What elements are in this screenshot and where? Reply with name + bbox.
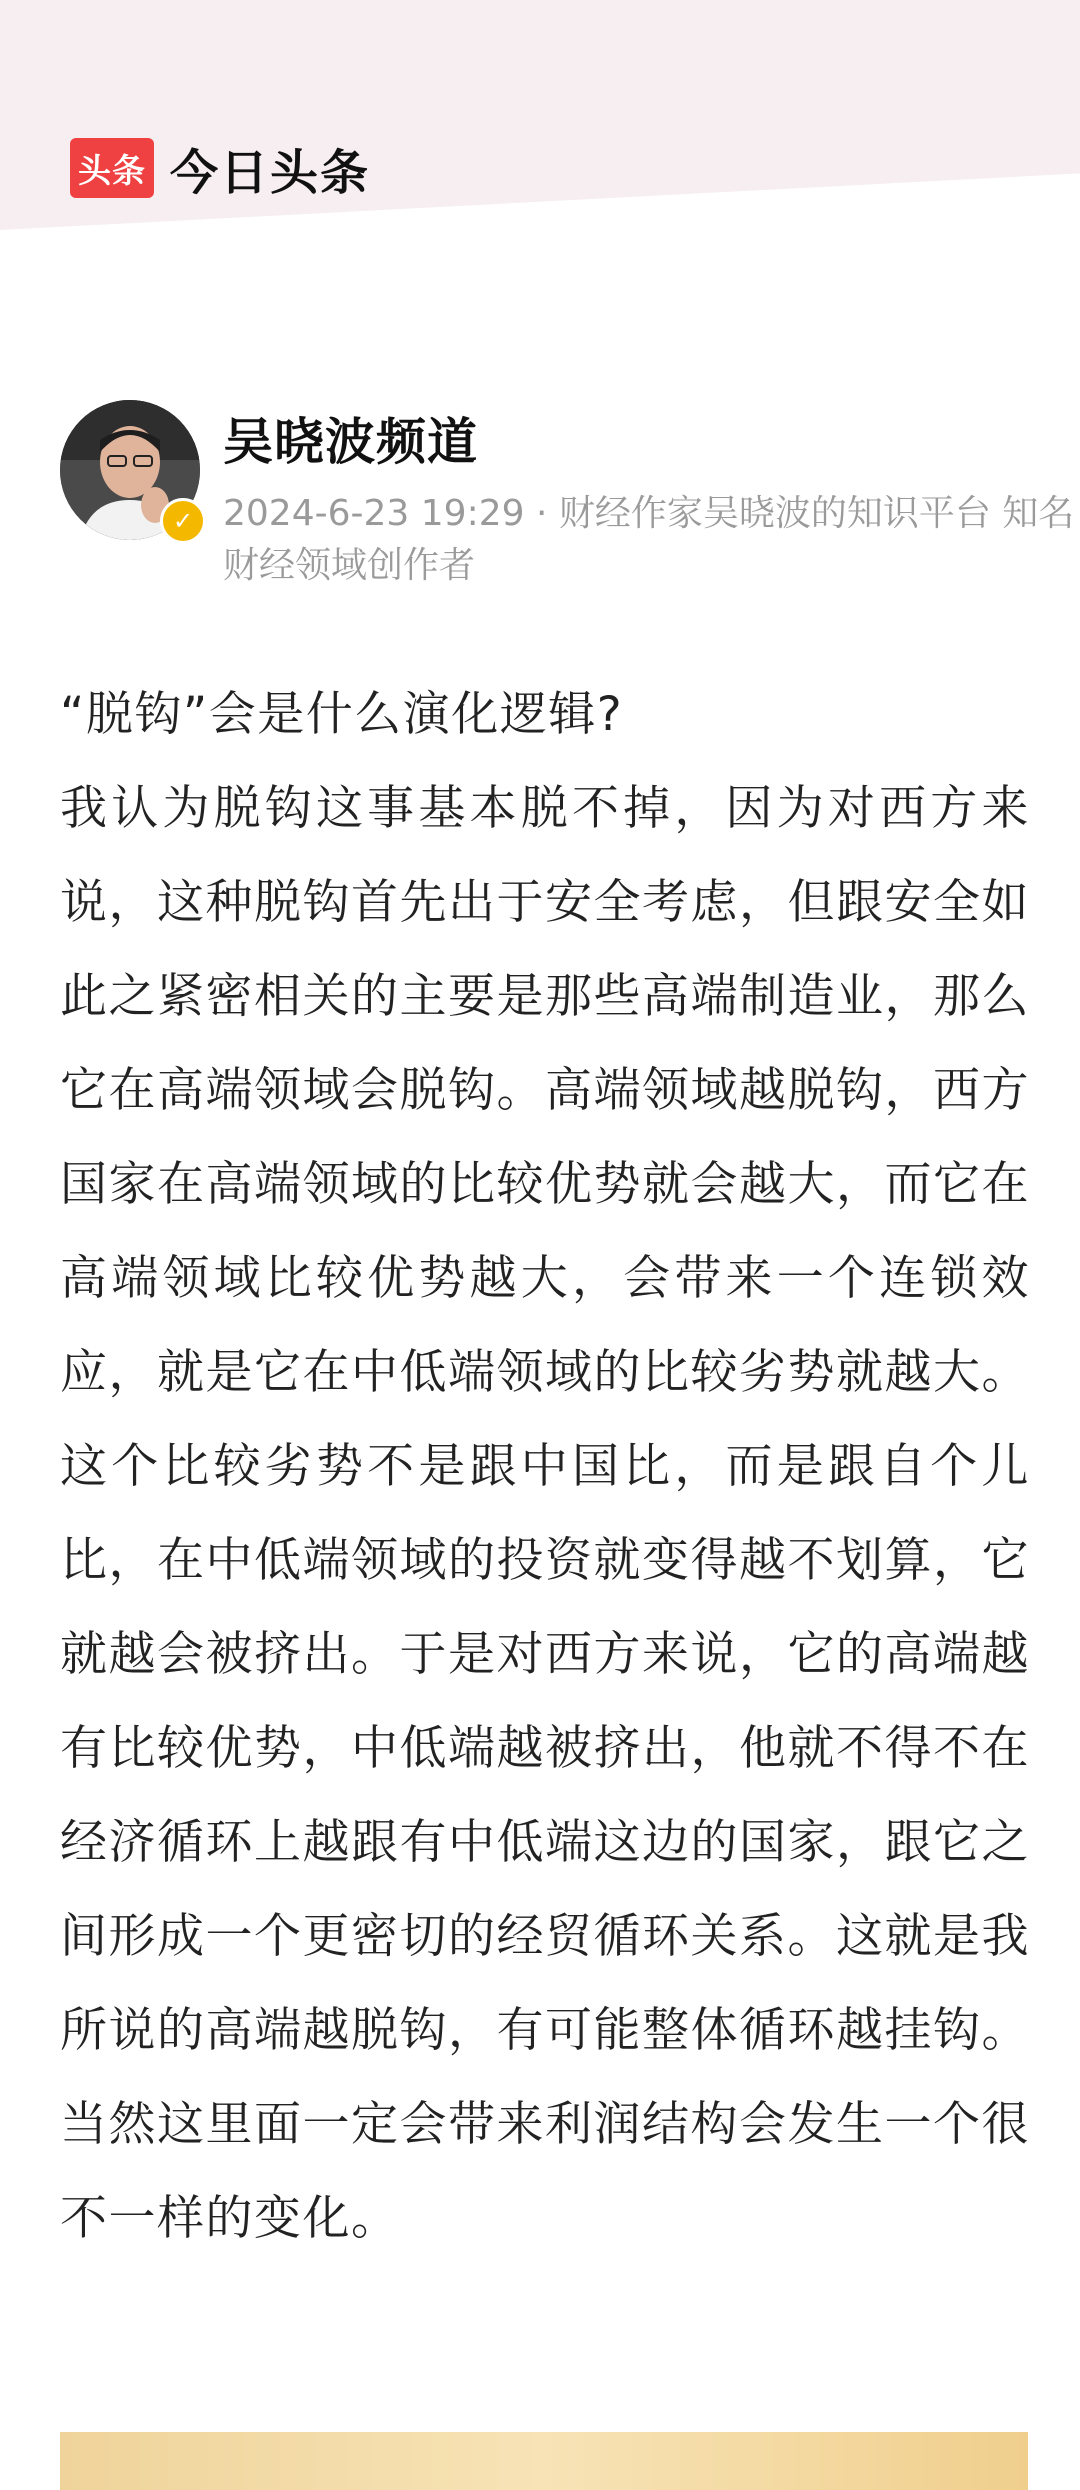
toutiao-logo: 头条 xyxy=(70,138,154,198)
verified-badge-icon: ✓ xyxy=(160,498,206,544)
author-header xyxy=(60,400,1075,600)
author-meta: 2024-6-23 19:29 · 财经作家吴晓波的知识平台 知名财经领域创作者 xyxy=(223,493,1075,586)
article-paragraph: 我认为脱钩这事基本脱不掉，因为对西方来说，这种脱钩首先出于安全考虑，但跟安全如此之紧密相关的主要是那些高端制造业，那么它在高端领域会脱钩。高端领域越脱钩，西方国家在高端领域的比较优势就会越大，而它在高端领域比较优势越大，会带来一个连锁效应，就是它在中低端领域的比较劣势就越大。这个比较劣势不是跟中国比，而是跟自个儿比，在中低端领域的投资就变得越不划算，它就越会被挤出。于是对西方来说，它的高端越有比较优势，中低端越被挤出，他就不得不在经济循环上越跟有中低端这边的国家，跟它之间形成一个更密切的经贸循环关系。这就是我所说的高端越脱钩，有可能整体循环越挂钩。当然这里面一定会带来利润结构会发生一个很不一样的变化。 xyxy=(60,781,1030,2246)
app-brand[interactable] xyxy=(70,128,370,208)
app-name: 今日头条 xyxy=(170,144,371,201)
article-image[interactable] xyxy=(60,2432,1028,2490)
author-name[interactable]: 吴晓波频道 xyxy=(223,413,478,471)
article-question: “脱钩”会是什么演化逻辑? xyxy=(60,687,624,742)
article-body xyxy=(60,668,1030,2266)
